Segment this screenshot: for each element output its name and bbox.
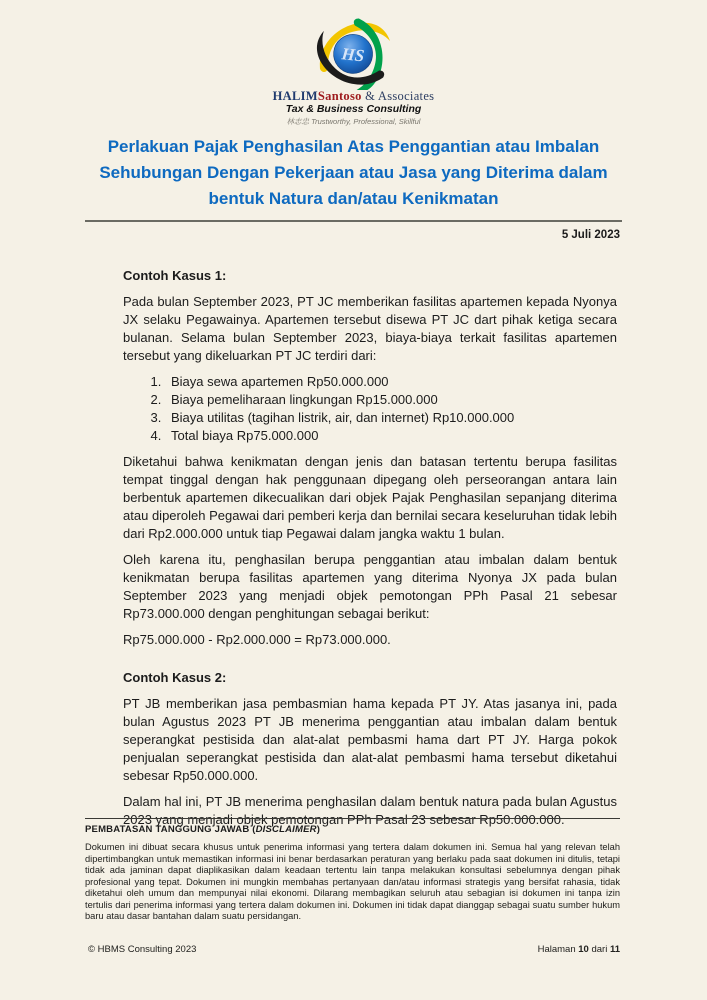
company-tagline: Tax & Business Consulting	[285, 103, 422, 115]
disclaimer-body: Dokumen ini dibuat secara khusus untuk penerima informasi yang tertera dalam dokumen ini. Semua hal yang relevan telah dipertimbangkan untuk memastikan informasi ini benar berdasarkan peraturan yang berlaku pada saat dokumen ini ditulis, tetapi tidak ada jaminan dapat diaplikasikan dalam keadaan tertentu lain tanpa melakukan konsultasi sebelumnya dengan pihak profesional yang tepat. Dokumen ini mungkin membahas pertanyaan dan/atau informasi strategis yang bersifat rahasia, tidak diketahui oleh umum dan mempunyai nilai ekonomi. Dilarang membagikan seluruh atau sebagian isi dokumen ini tanpa izin tertulis dari penerima informasi yang tertera dalam dokumen ini. Dokumen ini tidak dapat dianggap sebagai suatu sumber hukum baru atau dasar bantahan dalam suatu persidangan.	[85, 842, 620, 921]
case1-paragraph-2: Diketahui bahwa kenikmatan dengan jenis dan batasan tertentu berupa fasilitas tempat tinggal dengan hak penggunaan dipegang oleh perseorangan antara lain berbentuk apartemen dikecualikan dari objek Pajak Penghasilan sepanjang diterima atau diperoleh Pegawai dari pemberi kerja dan bernilai secara keseluruhan tidak lebih dari Rp2.000.000 untuk tiap Pegawai dalam jangka waktu 1 bulan.	[123, 454, 617, 541]
letterhead	[0, 0, 707, 127]
list-item: 4. Total biaya Rp75.000.000	[165, 427, 617, 445]
list-item: 1. Biaya sewa apartemen Rp50.000.000	[165, 373, 617, 391]
disclaimer-heading-close: )	[316, 824, 321, 835]
footer-page-indicator	[538, 944, 620, 955]
disclaimer-heading-italic: DISCLAIMER	[255, 824, 317, 835]
footer-page-number: 10	[578, 944, 589, 955]
logo-monogram: HS	[340, 44, 365, 66]
disclaimer-heading	[85, 824, 620, 835]
case2-paragraph-1: PT JB memberikan jasa pembasmian hama kepada PT JY. Atas jasanya ini, pada bulan Agustus 2023 PT JB menerima penggantian atau imbalan dalam bentuk seperangkat pestisida dan alat-alat pembasmi hama dart PT JY. Harga pokok penjualan seperangkat pestisida dan alat-alat pembasmi hama tersebut diketahui sebesar Rp50.000.000.	[123, 696, 617, 783]
list-item: 2. Biaya pemeliharaan lingkungan Rp15.000.000	[165, 391, 617, 409]
title-line-3: bentuk Natura dan/atau Kenikmatan	[208, 189, 499, 208]
company-name-halim: HALIM	[272, 89, 318, 103]
company-logo-icon	[295, 18, 413, 90]
title-line-1: Perlakuan Pajak Penghasilan Atas Penggantian atau Imbalan	[107, 137, 600, 156]
case1-calculation: Rp75.000.000 - Rp2.000.000 = Rp73.000.000.	[123, 632, 391, 647]
case1-paragraph-1: Pada bulan September 2023, PT JC memberikan fasilitas apartemen kepada Nyonya JX selaku Pegawainya. Apartemen tersebut disewa PT JC dart pihak ketiga secara bulanan. Selama bulan September 2023, biaya-biaya terkait fasilitas apartemen tersebut yang dikeluarkan PT JC terdiri dari:	[123, 294, 617, 363]
title-line-2: Sehubungan Dengan Pekerjaan atau Jasa yang Diterima dalam	[99, 163, 608, 182]
case1-cost-list	[147, 373, 617, 445]
document-body	[123, 267, 617, 829]
page-footer	[88, 944, 620, 955]
company-name-santoso: Santoso	[317, 89, 362, 103]
footer-copyright: © HBMS Consulting 2023	[88, 944, 197, 955]
disclaimer-section	[85, 818, 620, 923]
company-motto: 林志忠 Trustworthy, Professional, Skillful	[286, 117, 421, 126]
footer-page-separator: dari	[588, 944, 610, 955]
document-title	[85, 134, 622, 222]
footer-page-label: Halaman	[537, 944, 579, 955]
disclaimer-heading-text: PEMBATASAN TANGGUNG JAWAB (	[85, 824, 256, 835]
footer-page-total: 11	[609, 944, 620, 955]
company-name-associates: & Associates	[361, 89, 435, 103]
company-name	[0, 90, 707, 103]
case2-paragraph-2: Dalam hal ini, PT JB menerima penghasilan dalam bentuk natura pada bulan Agustus 2023 yang menjadi objek pemotongan PPh Pasal 23 sebesar Rp50.000.000.	[123, 794, 617, 827]
case1-heading: Contoh Kasus 1:	[123, 268, 227, 283]
case2-heading: Contoh Kasus 2:	[123, 670, 227, 685]
list-item: 3. Biaya utilitas (tagihan listrik, air, dan internet) Rp10.000.000	[165, 409, 617, 427]
document-date: 5 Juli 2023	[561, 229, 620, 241]
case1-paragraph-3: Oleh karena itu, penghasilan berupa penggantian atau imbalan dalam bentuk kenikmatan berupa fasilitas apartemen yang diterima Nyonya JX pada bulan September 2023 yang menjadi objek pemotongan PPh Pasal 21 sebesar Rp73.000.000 dengan penghitungan sebagai berikut:	[123, 552, 617, 621]
